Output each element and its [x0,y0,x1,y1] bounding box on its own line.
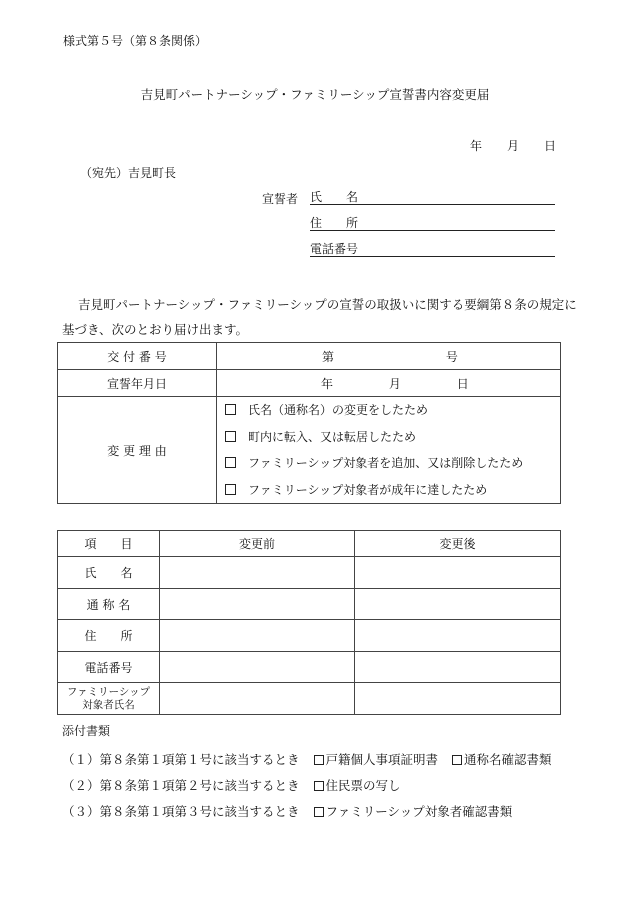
checkbox-icon[interactable] [225,404,236,415]
reason-option[interactable] [217,450,560,477]
checkbox-icon[interactable] [225,457,236,468]
oath-date-month: 月 [388,376,401,391]
date-month: 月 [507,139,520,153]
attachment-item [62,750,552,768]
header-item: 項 目 [58,531,160,557]
name-after-cell[interactable] [355,557,561,589]
issue-number-suffix: 号 [445,349,458,364]
oath-date-day: 日 [456,376,469,391]
phone-field[interactable] [310,240,555,257]
row-label-family-member [58,683,160,715]
body-text-line1: 吉見町パートナーシップ・ファミリーシップの宣誓の取扱いに関する要綱第８条の規定に [78,297,577,312]
reason-option[interactable] [217,397,560,424]
row-label-family-line1: ファミリーシップ [66,685,151,698]
family-after-cell[interactable] [355,683,561,715]
phone-before-cell[interactable] [160,652,355,683]
checkbox-icon[interactable] [452,755,462,765]
alias-before-cell[interactable] [160,589,355,620]
name-field-label: 氏 名 [310,190,359,204]
submission-date [470,137,556,154]
body-text-line2: 基づき、次のとおり届け出ます。 [62,322,249,337]
header-before: 変更前 [160,531,355,557]
issue-number-prefix: 第 [322,349,335,364]
addressee: （宛先）吉見町長 [80,166,177,180]
name-before-cell[interactable] [160,557,355,589]
attachment-doc: 戸籍個人事項証明書 [325,752,439,767]
checkbox-icon[interactable] [314,807,324,817]
reason-option[interactable] [217,424,560,451]
address-after-cell[interactable] [355,620,561,652]
change-info-table [57,342,561,504]
checkbox-icon[interactable] [314,755,324,765]
alias-after-cell[interactable] [355,589,561,620]
phone-after-cell[interactable] [355,652,561,683]
oath-date-year: 年 [321,376,334,391]
checkbox-icon[interactable] [225,484,236,495]
attachments-title: 添付書類 [62,724,111,738]
row-label-family-line2: 対象者氏名 [82,698,135,711]
reason-text: ファミリーシップ対象者を追加、又は削除したため [248,456,524,470]
row-label-name: 氏 名 [58,557,160,589]
row-label-alias: 通 称 名 [58,589,160,620]
address-field[interactable] [310,214,555,231]
attachment-item [62,776,401,794]
attachment-doc: ファミリーシップ対象者確認書類 [325,804,513,819]
before-after-table [57,530,561,715]
document-title: 吉見町パートナーシップ・ファミリーシップ宣誓書内容変更届 [140,87,490,102]
oath-taker-label: 宣誓者 [262,192,299,206]
address-field-label: 住 所 [310,216,359,230]
header-after: 変更後 [355,531,561,557]
change-reason-label: 変 更 理 由 [58,397,217,504]
checkbox-icon[interactable] [225,431,236,442]
row-label-phone: 電話番号 [58,652,160,683]
name-field[interactable] [310,188,555,205]
attachment-doc: 住民票の写し [325,778,401,793]
oath-date-cell[interactable] [217,370,561,397]
reason-option[interactable] [217,477,560,504]
row-label-address: 住 所 [58,620,160,652]
date-year: 年 [470,139,483,153]
attachment-item [62,802,512,820]
issue-number-label: 交 付 番 号 [58,343,217,370]
form-number: 様式第５号（第８条関係） [63,34,208,48]
phone-field-label: 電話番号 [310,242,359,256]
attachment-condition: （２）第８条第１項第２号に該当するとき [62,778,300,793]
attachment-doc: 通称名確認書類 [464,752,552,767]
date-day: 日 [544,139,557,153]
family-before-cell[interactable] [160,683,355,715]
attachment-condition: （３）第８条第１項第３号に該当するとき [62,804,300,819]
reason-text: 町内に転入、又は転居したため [248,429,417,444]
reason-text: 氏名（通称名）の変更をしたため [248,403,429,417]
reason-text: ファミリーシップ対象者が成年に達したため [248,482,488,497]
checkbox-icon[interactable] [314,781,324,791]
address-before-cell[interactable] [160,620,355,652]
change-reason-options [217,397,561,504]
issue-number-cell[interactable] [217,343,561,370]
attachment-condition: （１）第８条第１項第１号に該当するとき [62,752,300,767]
oath-date-label: 宣誓年月日 [58,370,217,397]
